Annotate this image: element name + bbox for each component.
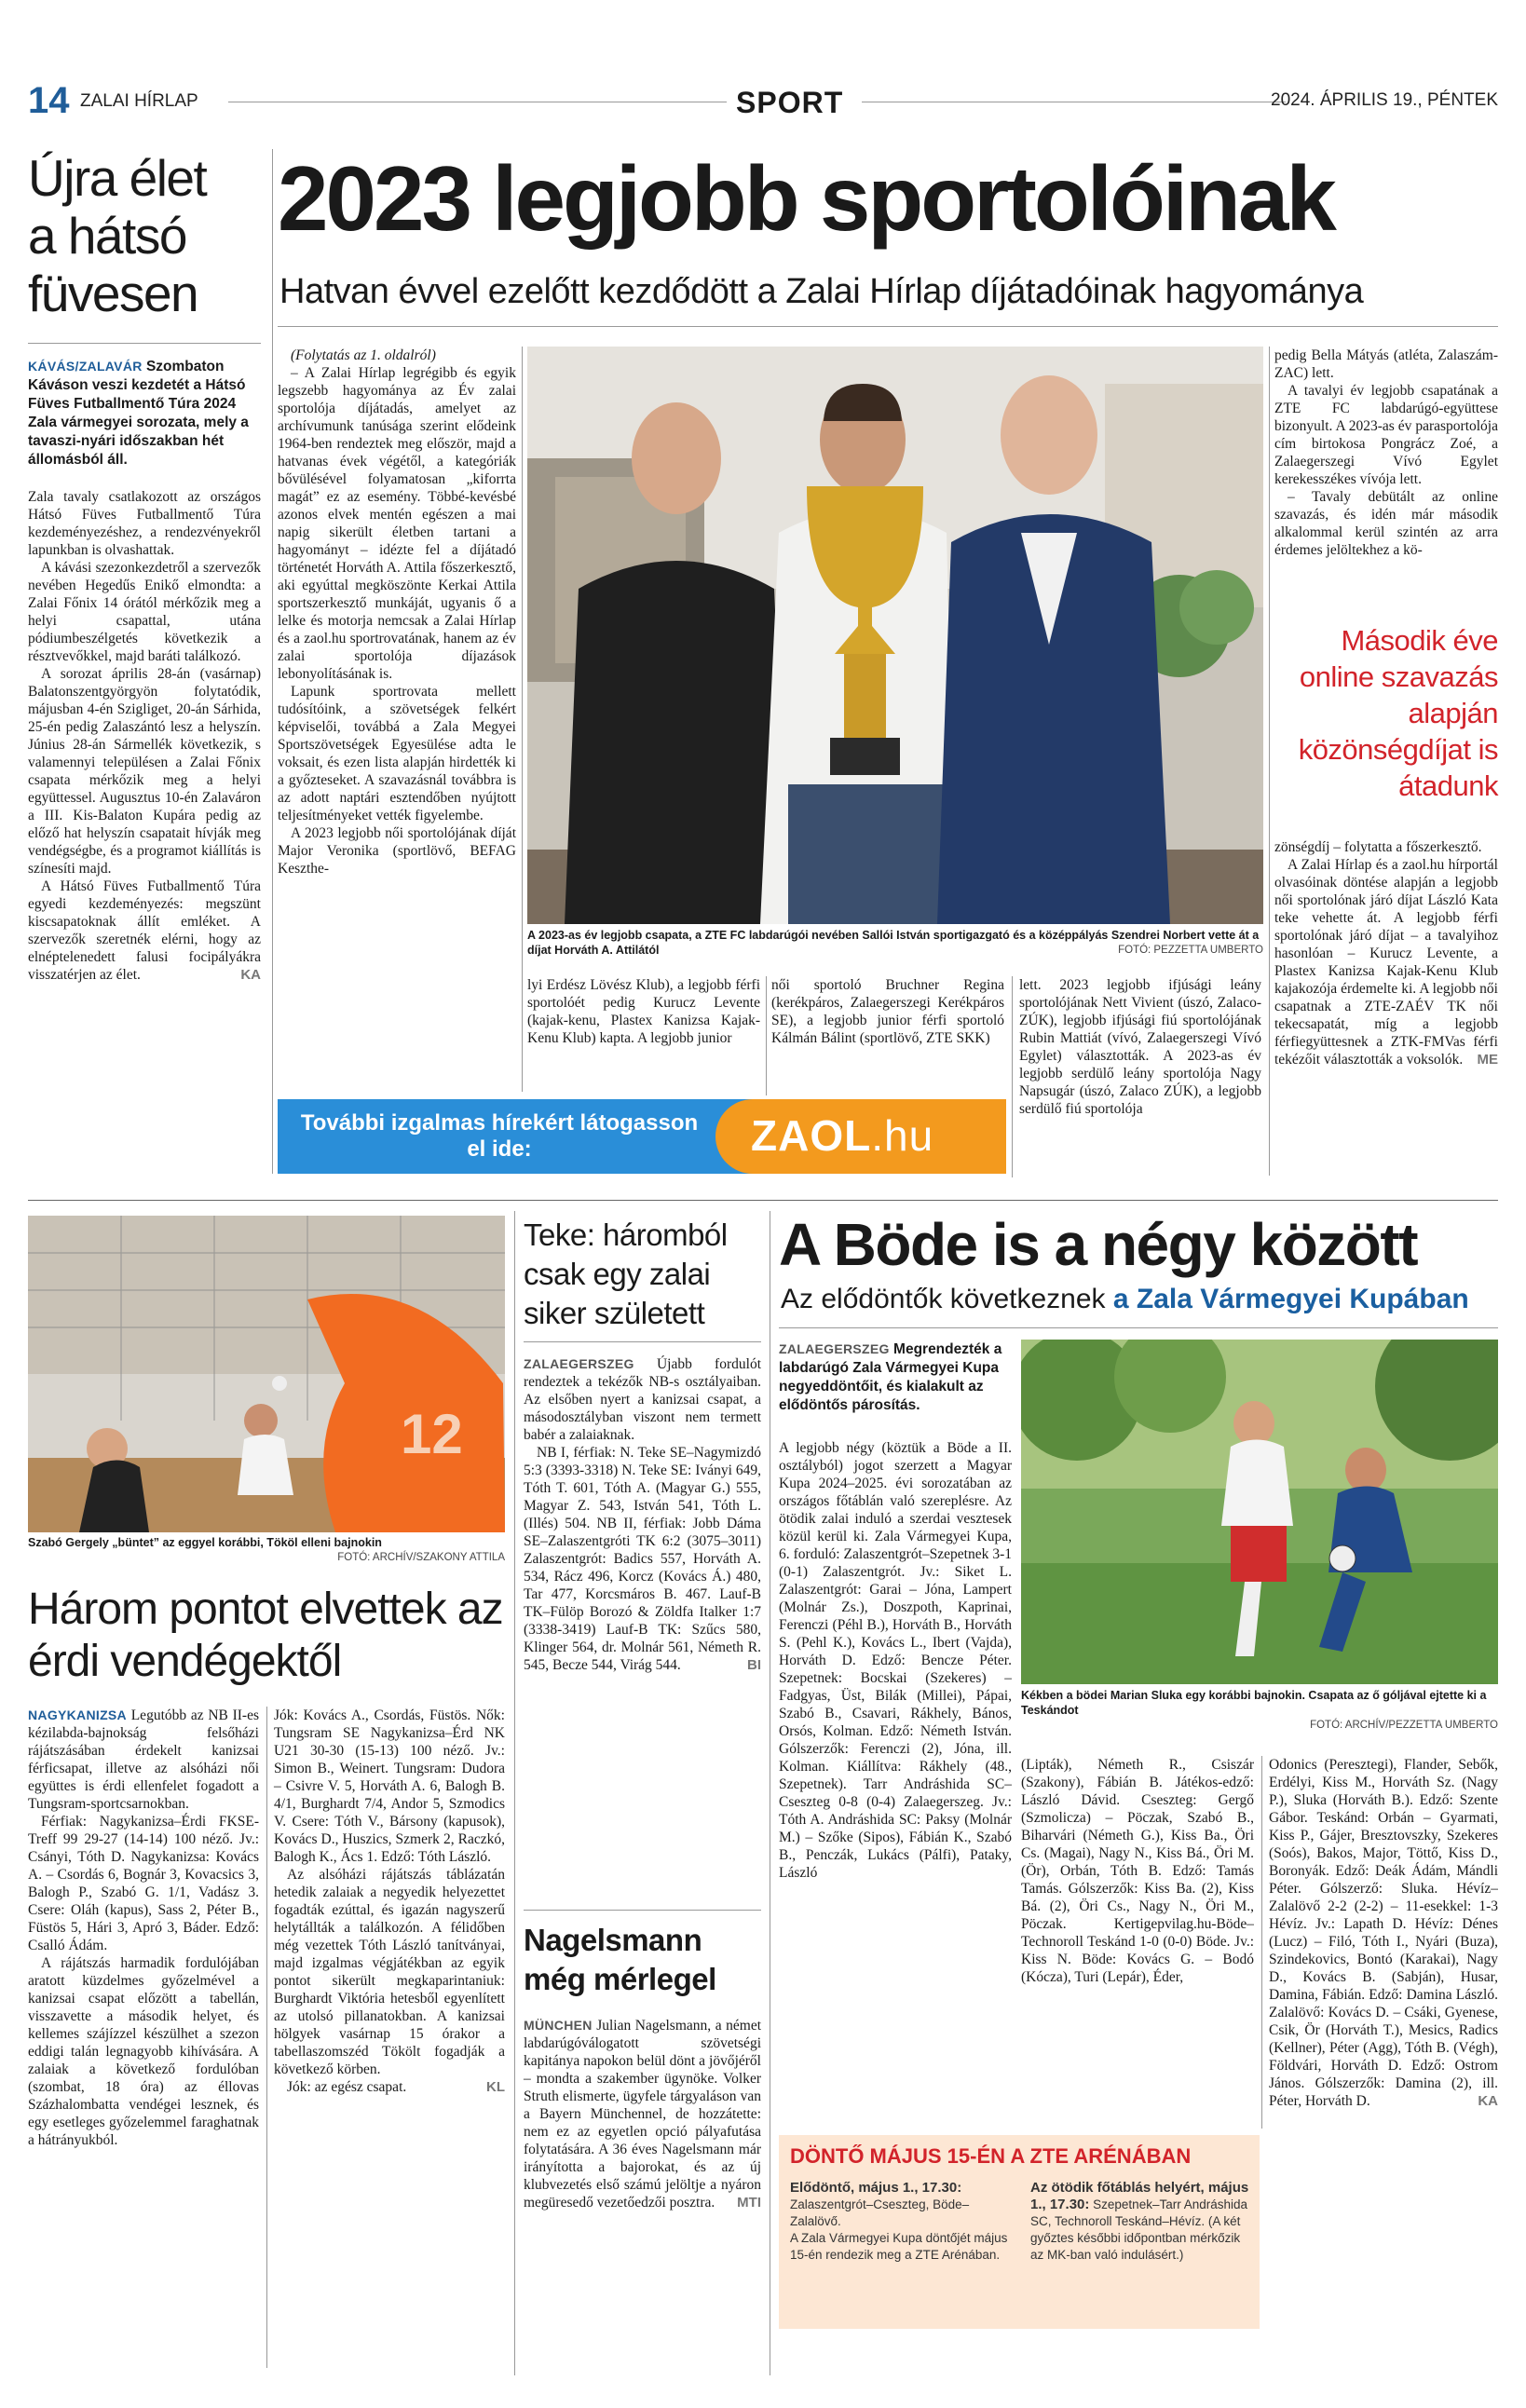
bode-info-box (779, 2135, 1260, 2329)
bode-photo (1021, 1340, 1498, 1684)
futsal-photo-illustration (28, 1216, 505, 1532)
issue-date: 2024. ÁPRILIS 19., PÉNTEK (1271, 90, 1498, 110)
zaol-ad-banner[interactable] (278, 1099, 1006, 1174)
nagelsmann-signature: MTI (737, 2195, 761, 2211)
futsal-col1: NAGYKANIZSA Legutóbb az NB II-es kézilabda-bajnokság felsőházi rájátszásában érdekelt kanizsai férficsapat, illetve az alsóházi női együttes is érdi ellenfelet fogadott a Tungsram-sportcsarnokban. Férfiak: Nagykanizsa–Érdi FKSE-Treff 99 29-27 (14-14) 100 néző. Jv.: Csányi, Tóth D. Nagykanizsa: Kovács A. – Csordás 6, Bognár 3, Kovacsics 3, Balogh P., Szabó G. 1/1, Vadász 3. Csere: Oláh (kapus), Sass 2, Péter B., Füstös 5, Hári 3, Apró 3, Báder. Edző: Csalló Ádám. A rájátszás harmadik fordulójában aratott küzdelmes győzelmével a kanizsai csapat előzött a tabellán, visszavette a második helyet, és kellemes szájízzel készülhet a szezon eddigi talán legnagyobb kihívására. A zalaiak a következő fordulóban (szombat, 18 óra) az éllovas Százhalombatta vendégei lesznek, és egy esetleges győzelemmel faraghatnak a hátrányukból. (28, 1707, 260, 2148)
ad-text: További izgalmas hírekért látogasson el ide: (300, 1110, 699, 1162)
fuves-kicker: KÁVÁS/ZALAVÁR (28, 359, 143, 374)
bode-photo-illustration (1021, 1340, 1498, 1684)
page-header (28, 80, 1498, 127)
fuves-paragraph: A sorozat április 28-án (vasárnap) Balatonszentgyörgyön folytatódik, májusban 4-én Szigliget, 20-án Sárhida, 25-én pedig Zalaszántó lesz a helyszín. Június 28-án Sármellék következik, s valamennyi településen a Zalai Főnix csapata mérkőzik meg a helyi együttessel. Augusztus 10-én Zalaváron a III. Kis-Balaton Kupára pedig az előző hat helyszín csapatait hívják meg vendégségbe, és a programot kiállítás is színesíti majd. (28, 666, 261, 877)
futsal-photo (28, 1216, 505, 1532)
main-col5: pedig Bella Mátyás (atléta, Zalaszám-ZAC) lett. A tavalyi év legjobb csapatának a ZTE FC labdarúgó-együttese bizonyult. A 2023-as év parasportolója cím birtokosa Pongrácz Zoé, a Zalaegerszegi Vívó Egylet kerekesszékes vívója lett. – Tavaly debütált az online szavazás, és idén már második alkalommal kerül szintén az arra érdemes jelöltekhez a kö- (1274, 347, 1498, 558)
main-col3: női sportoló Bruchner Regina (kerékpáros, Zalaegerszegi Kerékpáros SE), a legjobb junior férfi sportoló Kálmán Bálint (sportlövő, ZTE SKK) (771, 977, 1004, 1046)
teke-signature: BI (747, 1657, 761, 1673)
teke-headline: Teke: háromból csak egy zalai siker született (524, 1218, 728, 1330)
bode-box-right: Az ötödik főtáblás helyért, május 1., 17.30: Szepetnek–Tarr Andráshida SC, Technoroll Teskánd–Hévíz. (A két győztes későbbi időpontban mérkőzik az MK-ban való indulásért.) (1030, 2180, 1249, 2262)
bode-photo-credit: FOTÓ: ARCHÍV/PEZZETTA UMBERTO (1310, 1720, 1498, 1731)
award-photo-illustration (527, 347, 1263, 924)
bode-col2: (Lipták), Németh R., Csiszár (Szakony), Fábián B. Játékos-edző: László Dávid. Cseszteg: Gergő (Szmolicza) – Pöczak, Szabó B., Biharvári (Németh G.), Kiss Ba., Öri Cs. (Magai), Nagy N., Kiss Bá., Öri M. (Ör), Orbán, Tóth B. Edző: Tamás Tamás. Gólszerzők: Kiss Ba. (2), Kiss Bá. (2), Öri Cs., Nagy N., Öri M., Pöczak. Kertigepvilag.hu-Böde–Technoroll Teskánd 1-0 (0-0) Böde. Jv.: Kiss N. Böde: Kovács G. – Bodó (Kócza), Turi (Lepár), Éder, (1021, 1757, 1254, 1985)
futsal-photo-caption: Szabó Gergely „büntet” az eggyel korábbi, Tököl elleni bajnokin FOTÓ: ARCHÍV/SZAKONY ATTILA (28, 1536, 505, 1563)
futsal-signature: KL (486, 2079, 505, 2095)
main-col5-bottom: zönségdíj – folytatta a főszerkesztő. A Zalai Hírlap és a zaol.hu hírportál olvasóinak döntése alapján a legjobb női sportolónak járó díjat László Kata teke vehette át. A legjobb férfi sportolónak járó díjat – a tavalyihoz hasonlóan – Kurucz Levente, a Plastex Kanizsa Kajak-Kenu Klub kajakozója érdemelte ki. A legjobb női csapatnak a ZTE-ZAÉV TK női tekecsapatát, míg a legjobb férfiegyüttesnek a ZTK-FMVas férfi tekézőit választották a voksolók. ME (1274, 839, 1498, 1068)
nagelsmann-body: MÜNCHEN Julian Nagelsmann, a német labdarúgóválogatott szövetségi kapitánya napokon belül dönt a jövőjéről – mondta a szakember ügynöke. Volker Struth elismerte, ügyfele tárgyaláson van a Bayern Münchennel, de hozzátette: nem ez az egyetlen opció pályafutása folytatására. A 36 éves Nagelsmann már irányította a bajorokat, és az új klubvezetés első számú jelöltje a nyáron megüresedő vezetőedzői posztra. MTI (524, 2018, 761, 2211)
bode-lead: ZALAEGERSZEG Megrendezték a labdarúgó Zala Vármegyei Kupa negyeddöntőit, és kialakult az elődöntős párosítás. (779, 1341, 1002, 1413)
main-subheadline: Hatvan évvel ezelőtt kezdődött a Zalai Hírlap díjátadóinak hagyománya (279, 272, 1364, 311)
fuves-signature: KA (240, 967, 261, 983)
bode-subheadline: Az elődöntők következnek a Zala Vármegyei Kupában (781, 1284, 1469, 1314)
main-col4: lett. 2023 legjobb ifjúsági leány sportolójának Nett Vivient (úszó, Zalaco-ZÚK), legjobb ifjúsági fiú sportolójának Rubin Mattiát (vívó, Zalaegerszegi Vívó Egylet) választották. A 2023-as év legjobb serdülő leány sportolója Nagy Napsugár (úszó, Zalaco ZÚK), a legjobb serdülő fiú sportolója (1019, 977, 1261, 1117)
section-title: SPORT (736, 86, 844, 119)
page-number: 14 (28, 80, 70, 121)
bode-box-title: DÖNTŐ MÁJUS 15-ÉN A ZTE ARÉNÁBAN (790, 2144, 1192, 2168)
bode-signature: KA (1478, 2093, 1498, 2109)
award-photo (527, 347, 1263, 924)
main-col1: (Folytatás az 1. oldalról) – A Zalai Hírlap legrégibb és egyik legszebb hagyománya az Év zalai sportolója díjátadás, amelyet az archívumunk tanúsága szerint elődeink 1964-ben rendeztek meg először, majd a hatvanas évek végétől, a kategóriák bővülésével folyamatosan „kiforrta magát” ez az esemény. Többé-kevésbé azonos elvek mentén egészen a mai napig sikerült életben tartani a hagyományt – idézte fel a díjátadó történetét Horváth A. Attila főszerkesztő, aki egyúttal megköszönte Kerkai Attila sportszerkesztő munkáját, ugyanis ő a lelke és motorja nemcsak a Zalai Hírlap és a zaol.hu sportrovatának, hanem az év zalai sportolója díjazások lebonyolításának is. Lapunk sportrovata mellett tudósítóink, a szövetségek felkért képviselői, továbbá a Zala Megyei Sportszövetségek Egyesülése adta le voksait, és ezen lista alapján hirdették ki a győzteseket. A szavazásnál továbbra is az adott naptári esztendőben nyújtott teljesítményeket vették figyelembe. A 2023 legjobb női sportolójának díját Major Veronika (sportlövő, BEFAG Keszthe- (278, 347, 516, 877)
fuves-paragraph: Zala tavaly csatlakozott az országos Hátsó Füves Futballmentő Túra kezdeményezéshez, a rendezvényekről lapunkban is olvashattak. (28, 489, 261, 558)
futsal-photo-credit: FOTÓ: ARCHÍV/SZAKONY ATTILA (337, 1552, 505, 1563)
futsal-kicker: NAGYKANIZSA (28, 1707, 127, 1722)
bode-box-left: Elődöntő, május 1., 17.30: Zalaszentgrót–Cseszteg, Böde–Zalalövő. A Zala Vármegyei Kupa döntőjét május 15-én rendezik meg a ZTE Arénában. (790, 2180, 1008, 2262)
bode-kicker: ZALAEGERSZEG (779, 1341, 890, 1356)
teke-body: ZALAEGERSZEG Újabb fordulót rendeztek a tekézők NB-s osztályaiban. Az elsőben nyert a kanizsai csapat, a másodosztályban viszont nem termett babér a zalaiaknak. NB I, férfiak: N. Teke SE–Nagymizdó 5:3 (3393-3318) N. Teke SE: Iványi 649, Tóth T. 601, Tóth A. (Magyar G.) 555, Magyar Z. 543, István 541, Tóth L. (Illés) 504. NB II, férfiak: Jobb Dáma SE–Zalaszentgróti TK 6:2 (3075–3011) Zalaszentgrót: Badics 557, Horváth A. 534, Rácz 496, Korcz (Kovács Á.) 480, Tar 477, Korcsmáros B. 467. Lauf-B TK–Fülöp Borozó & Zöldfa Italker 1:7 (3338-3419) Lauf-B TK: Szűcs 580, Klinger 564, dr. Molnár 561, Németh R. 545, Becze 544, Virág 544. BI (524, 1356, 761, 1673)
award-photo-credit: FOTÓ: PEZZETTA UMBERTO (1118, 945, 1263, 956)
award-photo-caption: A 2023-as év legjobb csapata, a ZTE FC labdarúgói nevében Sallói István sportigazgató és a középpályás Szendrei Norbert vette át a díjat Horváth A. Attilától FOTÓ: PEZZETTA UMBERTO (527, 929, 1263, 957)
fuves-headline: Újra élet a hátsó füvesen (28, 149, 207, 322)
svg-text:12: 12 (401, 1403, 463, 1465)
main-col2: lyi Erdész Lövész Klub), a legjobb férfi sportolóét pedig Kurucz Levente (kajak-kenu, Plastex Kanizsa Kajak-Kenu Klub) kapta. A legjobb junior (527, 977, 760, 1046)
nagelsmann-kicker: MÜNCHEN (524, 2018, 593, 2033)
pullquote: Második éve online szavazás alapján közönségdíjat is átadunk (1298, 624, 1498, 802)
fuves-paragraph: A kávási szezonkezdetről a szervezők nevében Hegedűs Enikő elmondta: a Zalai Főnix 14 órától mérkőzik meg a helyi csapattal, utána pódiumbeszélgetés következik a résztvevőkkel, majd baráti találkozó. (28, 560, 261, 664)
bode-col3: Odonics (Peresztegi), Flander, Sebők, Erdélyi, Kiss M., Horváth Sz. (Nagy P.), Sluka (Horváth B.). Edző: Szente Gábor. Teskánd: Orbán – Gyarmati, Kiss P., Gájer, Bresztovszky, Szekeres (Soós), Bakos, Major, Töttő, Kiss D., Boronyák. Edző: Deák Ádám, Mándli Péter. Gólszerző: Sluka. Hévíz–Zalalövő 2-2 (2-2) – 11-esekkel: 1-3 Hévíz. Jv.: Lapath D. Hévíz: Dénes (Lucz) – Filó, Tóth I., Nyári (Buza), Szindekovics, Bontó (Karakai), Nagy D., Kovács B. (Sabján), Husar, Damina, Fábián. Edző: Damina László. Zalalövő: Kovács D. – Csáki, Gyenese, Csik, Ör (Horváth T.), Mesics, Radics (Kellner), Péter (Agg), Tóth B. (Végh), Földvári, Horváth D. Edző: Ostrom János. Gólszerzők: Damina (2), ill. Péter, Horváth D. KA (1269, 1757, 1498, 2109)
fuves-lead: Szombaton Káváson veszi kezdetét a Hátsó Füves Futballmentő Túra 2024 Zala vármegyei sorozata, mely a tavaszi-nyári időszakban hét állomásból áll. (28, 359, 249, 468)
main-signature: ME (1477, 1052, 1498, 1068)
bode-photo-caption: Kékben a bödei Marian Sluka egy korábbi bajnokin. Csapata az ő góljával ejtette ki a Teskándot FOTÓ: ARCHÍV/PEZZETTA UMBERTO (1021, 1689, 1498, 1731)
bode-headline: A Böde is a négy között (779, 1211, 1417, 1278)
futsal-headline: Három pontot elvettek az érdi vendégektől (28, 1585, 503, 1686)
futsal-col2: Jók: Kovács A., Csordás, Füstös. Nők: Tungsram SE Nagykanizsa–Érd NK U21 30-30 (15-13) 100 néző. Jv.: Simon B., Weinert. Tungsram: Dudora – Csivre V. 5, Horváth A. 6, Balogh B. 4/1, Burghardt 7/4, Andor 5, Szmodics V. Csere: Tóth V., Bársony (kapusok), Kovács D., Huszics, Szmerk 2, Raczkó, Balogh K., Ács 1. Edző: Tóth László. Az alsóházi rájátszás táblázatán hetedik zalaiak a negyedik helyezettet fogadták ezúttal, és igazán nagyszerű helytállták a találkozón. A félidőben még vezettek Tóth László tanítványai, majd izgalmas végjátékban az egyik pontot sikerült megkaparintaniuk: Burghardt Viktória hetesből egyenlített az utolsó pillanatokban. A kanizsai hölgyek vasárnap 15 órakor a tabellaszomszéd Tökölt fogadják a következő körben. Jók: az egész csapat. KL (274, 1707, 505, 2095)
teke-kicker: ZALAEGERSZEG (524, 1356, 634, 1371)
bode-col1: A legjobb négy (köztük a Böde a II. osztályból) jogot szerzett a Magyar Kupa 2024–2025. évi sorozatában az országos főtáblán való szereplésre. Az ötödik zalai induló a szerdai vesztesek közül kerül ki. Zala Vármegyei Kupa, 6. forduló: Zalaszentgrót–Szepetnek 3-1 (0-1) Zalaszentgrót. Jv.: Siket L. Zalaszentgrót: Garai – Jóna, Lampert (Molnár Zs.), Doszpoth, Kaprinai, Ferenczi (Péhl B.), Horváth B., Horváth S. (Pehl K.), Kovács L., Ibert (Vajda), Horváth D. Edző: Bencze Péter. Szepetnek: Bocskai (Szekeres) – Fadgyas, Üst, Bilák (Millei), Pápai, Szabó B., Csavari, Rákhely, Bános, Orsós, Kolman. Edző: Németh István. Gólszerzők: Ferenczi (2), Jóna, ill. Kolman. Kiállítva: Rákhely (48., Szepetnek). Tarr Andráshida SC–Cseszteg 0-8 (0-4) Zalaegerszeg. Jv.: Tóth A. Andráshida SC: Paksy (Molnár M.) – Szőke (Sipos), Fábián K., Szabó B., Penczák, Lukács (Pálfi), Pataky, László (779, 1440, 1012, 1881)
nagelsmann-headline: Nagelsmann még mérlegel (524, 1923, 716, 1996)
zaol-logo: ZAOL.hu (751, 1111, 934, 1160)
paper-name: ZALAI HÍRLAP (80, 91, 198, 111)
fuves-paragraph: A Hátsó Füves Futballmentő Túra egyedi kezdeményezés: megszünt kiscsapatoknak állít emléket. A szervezők szeretnék elérni, hogy az elnéptelenedett falusi focipályákra visszatérjen az élet. KA (28, 878, 261, 983)
article-fuves (28, 149, 261, 984)
main-headline: 2023 legjobb sportolóinak (278, 147, 1334, 250)
